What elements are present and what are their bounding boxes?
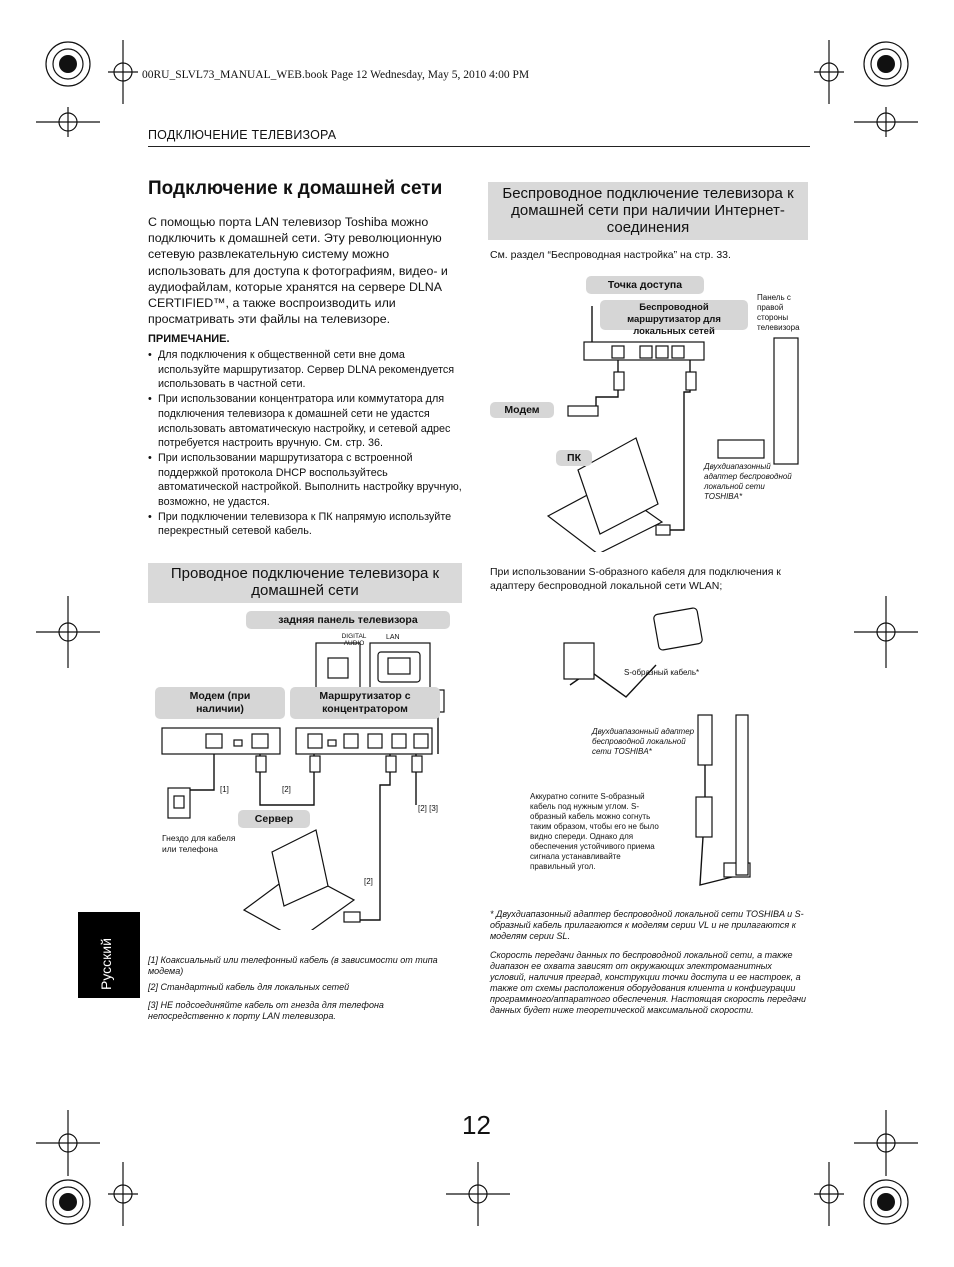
right-panel-label: Панель с правой стороны телевизора xyxy=(757,293,800,332)
server-label: Сервер xyxy=(238,810,310,828)
see-reference: См. раздел “Беспроводная настройка” на стр. 33. xyxy=(490,249,731,261)
wireless-router-label: Беспроводной маршрутизатор для локальных сетей xyxy=(600,300,748,330)
language-tab xyxy=(78,912,140,998)
wireless-section-title: Беспроводное подключение телевизора к домашней сети при наличии Интернет-соединения xyxy=(488,182,808,240)
modem-label: Модем (при наличии) xyxy=(155,687,285,719)
note-item: • При подключении телевизора к ПК напрямую используйте перекрестный сетевой кабель. xyxy=(148,510,468,539)
note-item: • При использовании концентратора или коммутатора для подключения телевизора к домашней сети не удастся использовать автоматическую настройку, и сетевой адрес потребуется настроить вручную. См. стр. 36. xyxy=(148,392,468,451)
access-point-label: Точка доступа xyxy=(586,276,704,294)
wireless-footnote: * Двухдиапазонный адаптер беспроводной локальной сети TOSHIBA и S-образный кабель прилагаются к моделям серии VL и не прилагаются к моделям серии SL. xyxy=(490,909,804,941)
home-network-title: Подключение к домашней сети xyxy=(148,178,443,199)
intro-paragraph: С помощью порта LAN телевизор Toshiba можно подключить к домашней сети. Эту революционную сетевую развлекательную систему можно использовать для доступа к фотографиям, видео- и аудиофайлам, которые хранятся на сервере DLNA CERTIFIED™, а также воспроизводить или просматривать эти файлы на телевизоре. xyxy=(148,215,448,327)
s-cable-intro: При использовании S-образного кабеля для подключения к адаптеру беспроводной локальной сети WLAN; xyxy=(490,566,781,592)
note-title: ПРИМЕЧАНИЕ. xyxy=(148,333,230,345)
cable-tag-1: [1] xyxy=(220,785,229,794)
cable-tag-2b: [2] xyxy=(364,877,373,886)
note-item: • Для подключения к общественной сети вне дома используйте маршрутизатор. Сервер DLNA рекомендуется использовать в частной сети. xyxy=(148,348,468,392)
adapter2-label: Двухдиапазонный адаптер беспроводной локальной сети TOSHIBA* xyxy=(592,727,695,756)
wired-footnote-3: [3] НЕ подсоединяйте кабель от гнезда для телефона непосредственно к порту LAN телевизора. xyxy=(148,1000,384,1021)
bend-note: Аккуратно согните S-образный кабель под нужным углом. S-образный кабель можно согнуть таким образом, чтобы его не было видно спереди. Однако для обеспечения устойчивого приема сигнала устанавливайте правильный угол. xyxy=(530,792,659,871)
cable-tag-2a: [2] xyxy=(282,785,291,794)
rear-panel-label: задняя панель телевизора xyxy=(246,611,450,629)
wired-footnote-1: [1] Коаксиальный или телефонный кабель (в зависимости от типа модема) xyxy=(148,955,438,976)
print-info: 00RU_SLVL73_MANUAL_WEB.book Page 12 Wednesday, May 5, 2010 4:00 PM xyxy=(142,69,530,81)
modem-wireless-label: Модем xyxy=(490,402,554,418)
wall-socket-label: Гнездо для кабеля или телефона xyxy=(162,833,236,854)
note-item: • При использовании маршрутизатора с встроенной поддержкой протокола DHCP воспользуйтесь автоматической настройкой. Выполнить настройку вручную, возможно, не удастся. xyxy=(148,451,468,510)
speed-note: Скорость передачи данных по беспроводной локальной сети, а также диапазон ее охвата зависят от окружающих электромагнитных условий, наличия преград, конструкции точки доступа и ее настроек, а также от схемы расположения оборудования клиента и конфигурации программного/аппаратного обеспечения. Настоящая скорость передачи данных будет ниже теоретической максимальной скорости. xyxy=(490,950,807,1015)
adapter-label: Двухдиапазонный адаптер беспроводной локальной сети TOSHIBA* xyxy=(704,462,792,501)
digital-audio-label: DIGITAL AUDIO xyxy=(341,633,367,647)
cable-tag-23: [2] [3] xyxy=(418,804,439,813)
wired-section-title: Проводное подключение телевизора к домашней сети xyxy=(148,563,462,603)
language-label: Русский xyxy=(98,938,114,990)
s-cable-label: S-образный кабель* xyxy=(624,668,700,677)
notes-list xyxy=(148,348,468,539)
pc-label: ПК xyxy=(556,450,592,466)
section-header: ПОДКЛЮЧЕНИЕ ТЕЛЕВИЗОРА xyxy=(148,128,337,142)
wired-diagram xyxy=(148,610,468,930)
header-rule xyxy=(148,146,810,147)
page-number: 12 xyxy=(462,1110,491,1140)
wired-footnote-2: [2] Стандартный кабель для локальных сетей xyxy=(148,982,350,992)
router-label: Маршрутизатор с концентратором xyxy=(290,687,440,719)
lan-label: LAN xyxy=(386,634,400,641)
